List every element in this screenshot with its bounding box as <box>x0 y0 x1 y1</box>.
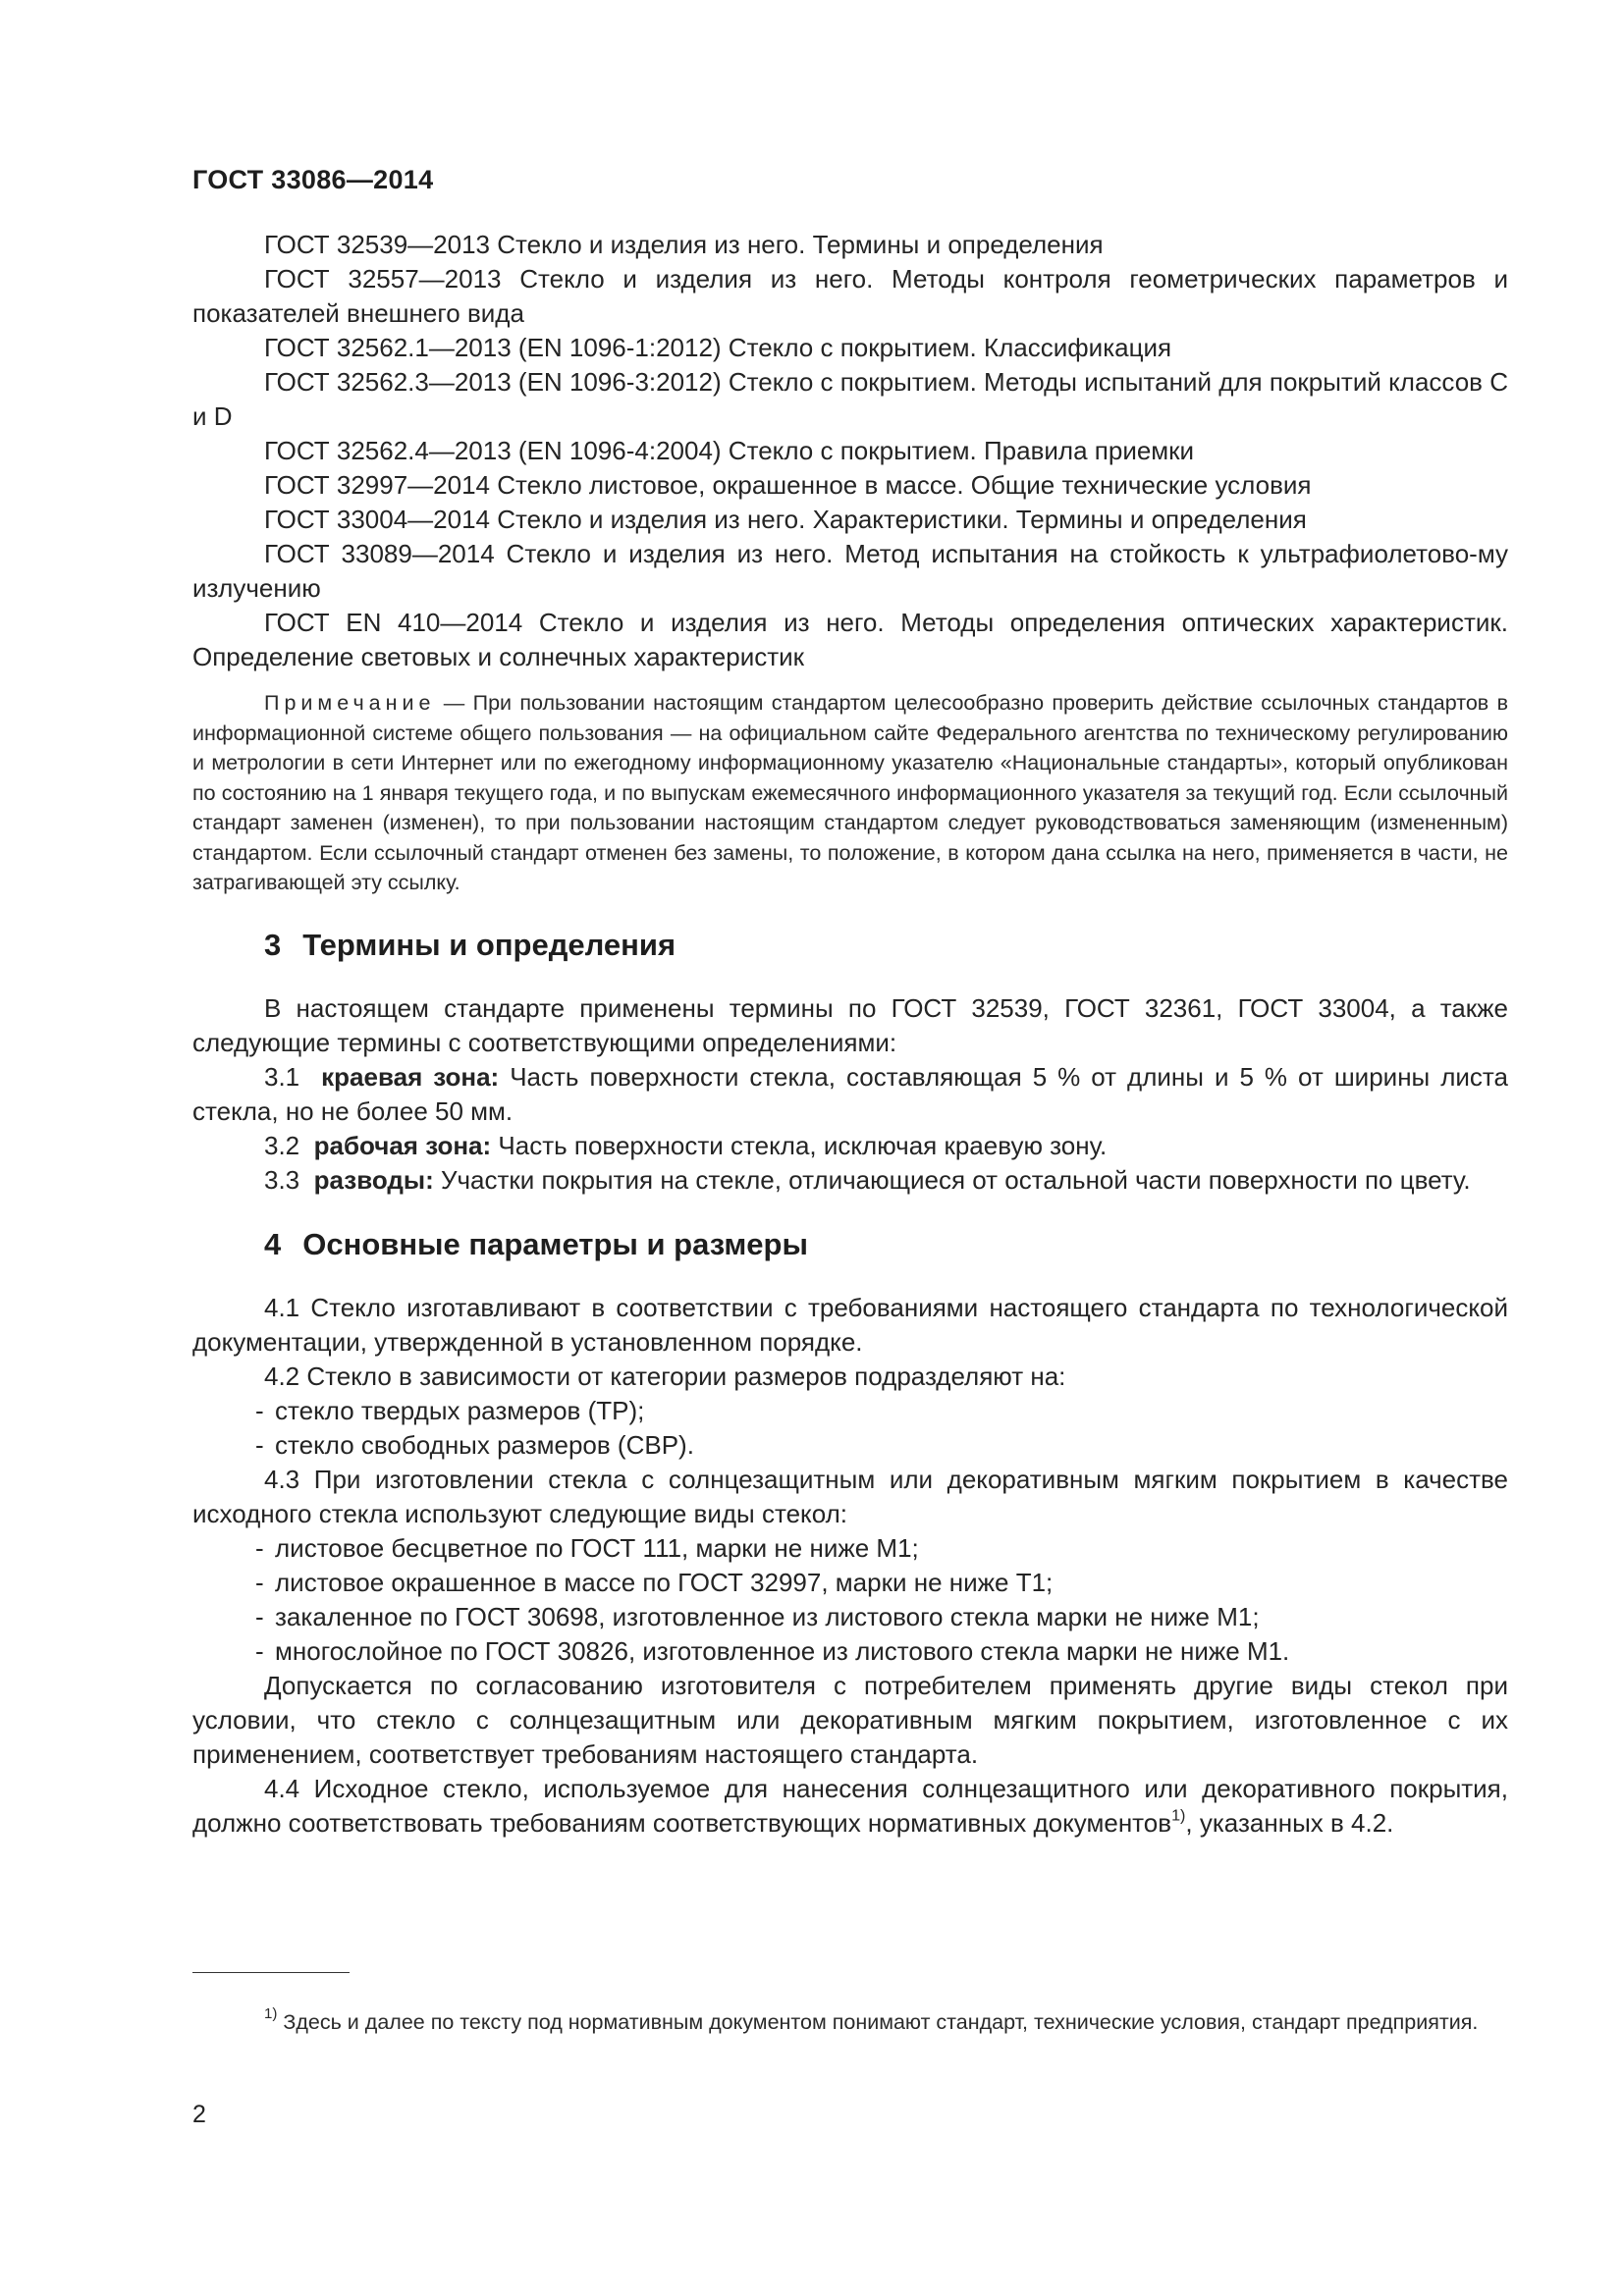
reference-item: ГОСТ 32562.4—2013 (EN 1096-4:2004) Стекло с покрытием. Правила приемки <box>264 436 1195 465</box>
term-3-1 <box>192 1060 1508 1129</box>
reference-item: ГОСТ 32562.1—2013 (EN 1096-1:2012) Стекло с покрытием. Классификация <box>264 333 1172 362</box>
list-item: - листовое бесцветное по ГОСТ 111, марки не ниже М1; <box>255 1532 919 1563</box>
page-number: 2 <box>192 2101 206 2128</box>
clause-4-4: 4.4 Исходное стекло, используемое для нанесения солнцезащитного или декоративного покрытия, должно соответствовать требованиям соответствующих нормативных документов$^{1)}$, указанных в 4.2. <box>192 1773 1508 1838</box>
clause-4-3: 4.3 При изготовлении стекла с солнцезащитным или декоративным мягким покрытием в качестве исходного стекла используют следующие виды стекол: <box>192 1464 1508 1528</box>
term-number: 3.2 <box>264 1130 300 1160</box>
term-number: 3.1 <box>264 1061 300 1092</box>
term-definition: Часть поверхности стекла, исключая краевую зону. <box>491 1130 1108 1160</box>
footnote-marker: 1) <box>264 2004 278 2022</box>
normative-references <box>192 228 1508 674</box>
term-definition: Часть поверхности стекла, составляющая 5 % от длины и 5 % от ширины листа стекла, но не более 50 мм. <box>192 1061 1509 1126</box>
section-4-heading <box>264 1227 1508 1261</box>
reference-item: ГОСТ 32557—2013 Стекло и изделия из него. Методы контроля геометрических параметров и показателей внешнего вида <box>192 264 1508 328</box>
term-name: разводы: <box>313 1164 434 1195</box>
term-name: рабочая зона: <box>313 1130 492 1160</box>
list-item: - многослойное по ГОСТ 30826, изготовленное из листового стекла марки не ниже М1. <box>255 1635 1290 1666</box>
section-title: Термины и определения <box>302 927 676 962</box>
footnote-reference: 1) <box>1171 1806 1186 1825</box>
list-item: - стекло твердых размеров (ТР); <box>255 1395 645 1425</box>
clause-4-2: 4.2 Стекло в зависимости от категории размеров подразделяют на: <box>264 1361 1066 1391</box>
term-number: 3.3 <box>264 1164 300 1195</box>
clause-4-1: 4.1 Стекло изготавливают в соответствии с требованиями настоящего стандарта по технологической документации, утвержденной в установленном порядке. <box>192 1292 1508 1357</box>
reference-item: ГОСТ 32562.3—2013 (EN 1096-3:2012) Стекло с покрытием. Методы испытаний для покрытий классов C и D <box>192 367 1508 431</box>
reference-item: ГОСТ 33089—2014 Стекло и изделия из него. Метод испытания на стойкость к ультрафиолетово-му излучению <box>192 539 1508 603</box>
list-item: - стекло свободных размеров (СВР). <box>255 1429 694 1460</box>
section-title: Основные параметры и размеры <box>302 1226 808 1261</box>
term-definition: Участки покрытия на стекле, отличающиеся от остальной части поверхности по цвету. <box>433 1164 1471 1195</box>
list-item: - листовое окрашенное в массе по ГОСТ 32997, марки не ниже Т1; <box>255 1567 1054 1597</box>
document-body <box>192 228 1508 1841</box>
list-item: - закаленное по ГОСТ 30698, изготовленное из листового стекла марки не ниже М1; <box>255 1601 1260 1631</box>
footnote <box>192 2006 1508 2038</box>
section-3-intro: В настоящем стандарте применены термины по ГОСТ 32539, ГОСТ 32361, ГОСТ 33004, а также следующие термины с соответствующими определениями: <box>192 992 1508 1057</box>
term-name: краевая зона: <box>321 1061 500 1092</box>
section-number: 3 <box>264 927 282 962</box>
footnote-separator <box>192 1972 350 1973</box>
section-3-heading <box>264 928 1508 962</box>
note-paragraph <box>192 688 1508 898</box>
reference-item: ГОСТ 32539—2013 Стекло и изделия из него. Термины и определения <box>264 230 1104 259</box>
reference-item: ГОСТ 33004—2014 Стекло и изделия из него. Характеристики. Термины и определения <box>264 505 1307 534</box>
note-text: — При пользовании настоящим стандартом целесообразно проверить действие ссылочных стандартов в информационной системе общего пользования — на официальном сайте Федерального агентства по техническому регулированию и метрологии в сети Интернет или по ежегодному информационному указателю «Национальные стандарты», который опубликован по состоянию на 1 января текущего года, и по выпускам ежемесячного информационного указателя за текущий год. Если ссылочный стандарт заменен (изменен), то при пользовании настоящим стандартом следует руководствоваться заменяющим (измененным) стандартом. Если ссылочный стандарт отменен без замены, то положение, в котором дана ссылка на него, применяется в части, не затрагивающей эту ссылку. <box>192 691 1508 894</box>
document-header: ГОСТ 33086—2014 <box>192 165 434 194</box>
note-label: Примечание <box>264 691 436 715</box>
term-3-3 <box>192 1163 1508 1198</box>
reference-item: ГОСТ EN 410—2014 Стекло и изделия из него. Методы определения оптических характеристик. Определение световых и солнечных характеристик <box>192 608 1508 671</box>
clause-4-3-allowance: Допускается по согласованию изготовителя с потребителем применять другие виды стекол при условии, что стекло с солнцезащитным или декоративным мягким покрытием, изготовленное с их применением, соответствует требованиям настоящего стандарта. <box>192 1670 1508 1769</box>
reference-item: ГОСТ 32997—2014 Стекло листовое, окрашенное в массе. Общие технические условия <box>264 470 1312 500</box>
section-number: 4 <box>264 1226 282 1261</box>
term-3-2 <box>192 1129 1508 1163</box>
footnote-text: Здесь и далее по тексту под нормативным документом понимают стандарт, технические условия, стандарт предприятия. <box>283 2009 1479 2034</box>
